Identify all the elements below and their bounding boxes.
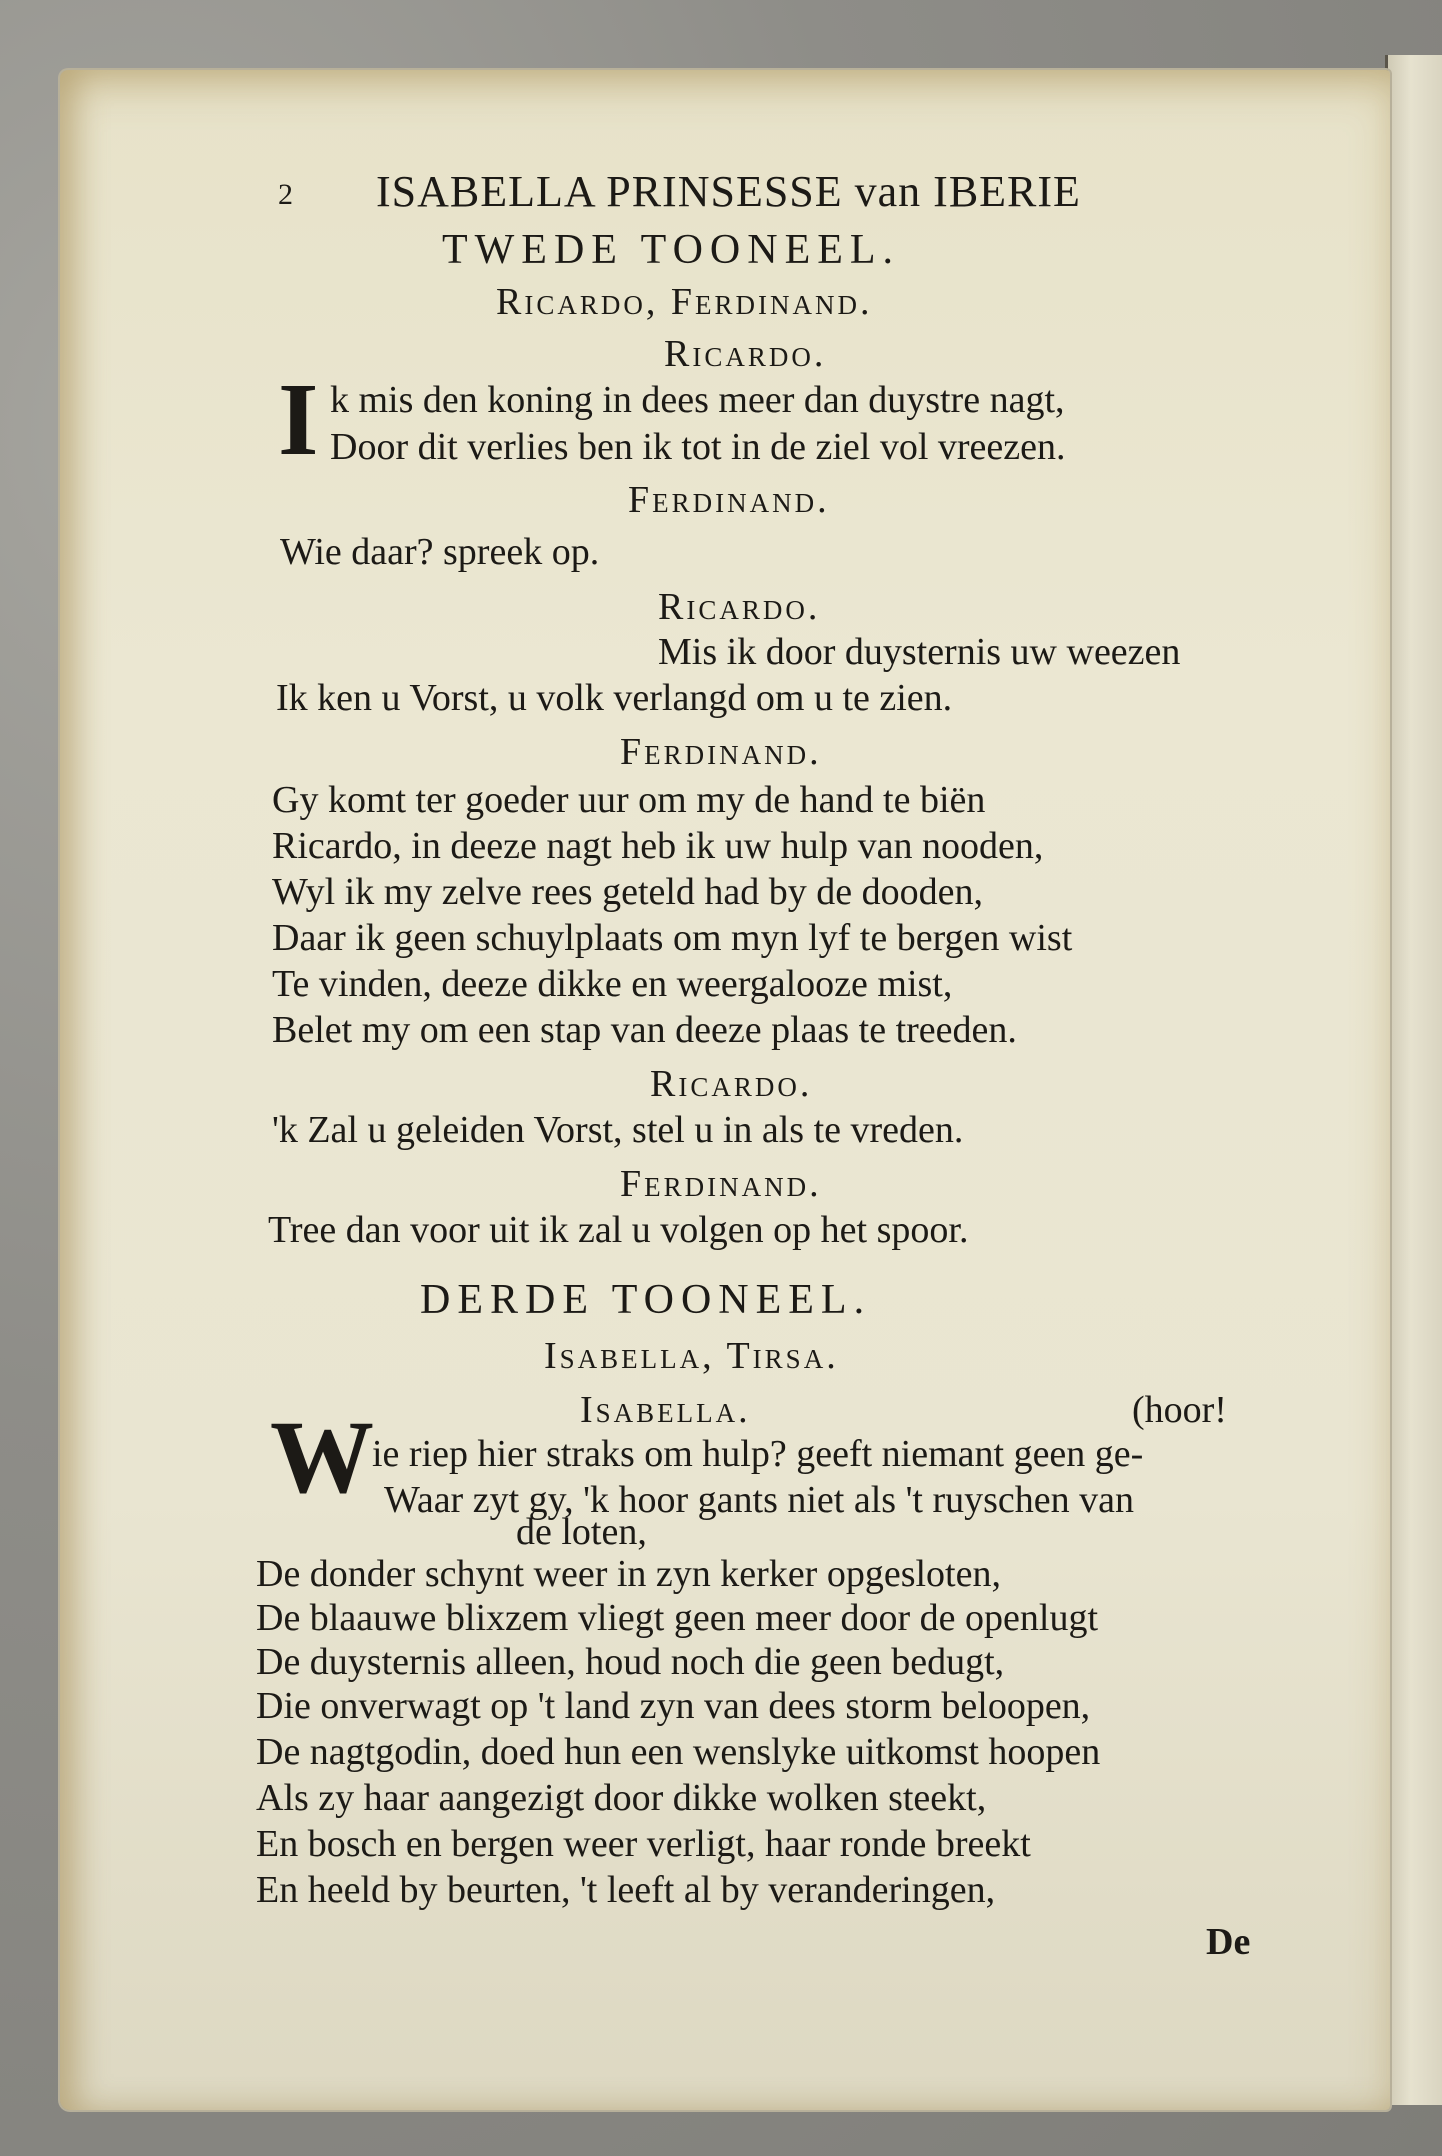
scene-cast: Isabella, Tirsa.: [544, 1335, 839, 1377]
verse-line: Als zy haar aangezigt door dikke wolken steekt,: [256, 1777, 987, 1819]
verse-line: de loten,: [516, 1511, 647, 1553]
speaker-ferdinand: Ferdinand.: [620, 731, 822, 773]
page-content: [60, 70, 1390, 2110]
verse-overflow: (hoor!: [1132, 1389, 1227, 1431]
verse-line: De blaauwe blixzem vliegt geen meer door de openlugt: [256, 1597, 1099, 1639]
scene-title-twede: TWEDE TOONEEL.: [442, 227, 901, 273]
speaker-ricardo: Ricardo.: [650, 1063, 813, 1105]
verse-line: Door dit verlies ben ik tot in de ziel vol vreezen.: [330, 426, 1066, 468]
verse-line: Belet my om een stap van deeze plaas te treeden.: [272, 1009, 1017, 1051]
scene-title-derde: DERDE TOONEEL.: [420, 1277, 872, 1323]
verse-line: Gy komt ter goeder uur om my de hand te biën: [272, 779, 986, 821]
verse-line: Waar zyt gy, 'k hoor gants niet als 't ruyschen van: [384, 1479, 1135, 1521]
verse-line: De duysternis alleen, houd noch die geen bedugt,: [256, 1641, 1005, 1683]
verse-line: Tree dan voor uit ik zal u volgen op het spoor.: [268, 1209, 969, 1251]
verse-line: Ricardo, in deeze nagt heb ik uw hulp van nooden,: [272, 825, 1044, 867]
speaker-ricardo: Ricardo.: [664, 333, 827, 375]
verse-line: Wie daar? spreek op.: [280, 531, 600, 573]
verse-line: En heeld by beurten, 't leeft al by veranderingen,: [256, 1869, 996, 1911]
verse-line: 'k Zal u geleiden Vorst, stel u in als te vreden.: [272, 1109, 964, 1151]
verse-line: Wyl ik my zelve rees geteld had by de dooden,: [272, 871, 984, 913]
drop-cap-i: I: [278, 362, 319, 477]
verse-line: De donder schynt weer in zyn kerker opgesloten,: [256, 1553, 1001, 1595]
verse-line: De nagtgodin, doed hun een wenslyke uitkomst hoopen: [256, 1731, 1101, 1773]
verse-line: Die onverwagt op 't land zyn van dees storm beloopen,: [256, 1685, 1091, 1727]
speaker-ferdinand: Ferdinand.: [628, 479, 830, 521]
verse-line: Te vinden, deeze dikke en weergalooze mist,: [272, 963, 953, 1005]
verse-line: Mis ik door duysternis uw weezen: [658, 631, 1181, 673]
scene-cast: Ricardo, Ferdinand.: [496, 281, 873, 323]
speaker-ricardo: Ricardo.: [658, 586, 821, 628]
page-number: 2: [278, 178, 293, 211]
speaker-ferdinand: Ferdinand.: [620, 1163, 822, 1205]
catchword: De: [1206, 1921, 1251, 1963]
verse-line: k mis den koning in dees meer dan duystre nagt,: [330, 379, 1065, 421]
verse-line: Ik ken u Vorst, u volk verlangd om u te zien.: [276, 677, 953, 719]
running-title: ISABELLA PRINSESSE van IBERIE: [376, 167, 1081, 216]
book-page: [60, 70, 1390, 2110]
verse-line: En bosch en bergen weer verligt, haar ronde breekt: [256, 1823, 1031, 1865]
verse-line: ie riep hier straks om hulp? geeft niemant geen ge-: [372, 1433, 1144, 1475]
verse-line: Daar ik geen schuylplaats om myn lyf te bergen wist: [272, 917, 1073, 959]
facing-page-edge: [1385, 55, 1442, 2105]
drop-cap-w: W: [270, 1400, 374, 1515]
speaker-isabella: Isabella.: [580, 1389, 751, 1431]
